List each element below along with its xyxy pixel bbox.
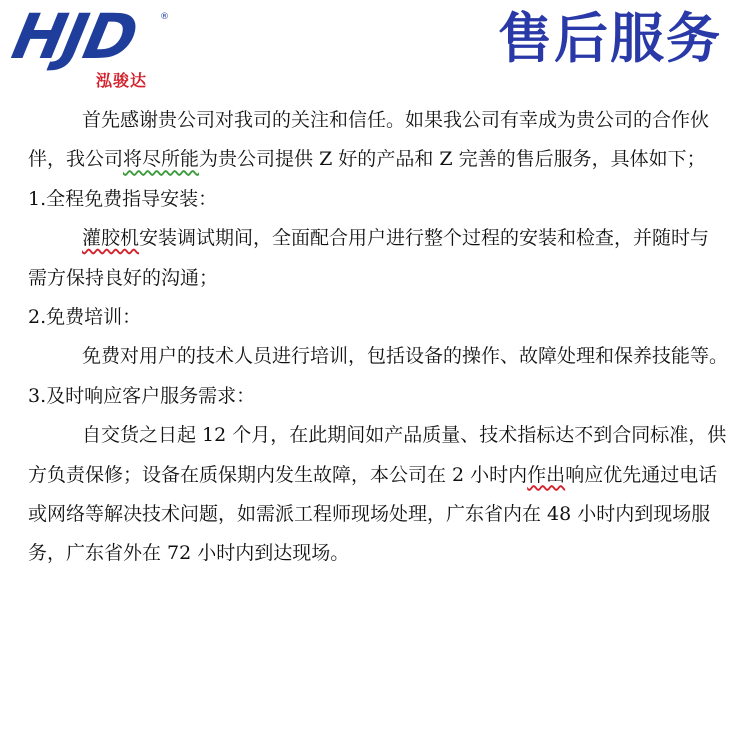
intro-underlined: 将尽所能 [123,148,200,171]
intro-text-1: 首先感谢贵公司对我司的关注和信任。如果我公司有幸成为贵公司的合作伙伴，我公司 [28,109,710,171]
company-logo [6,0,170,90]
section-3-heading: 3.及时响应客户服务需求： [28,384,256,407]
intro-paragraph [28,101,728,180]
section-2-body: 免费对用户的技术人员进行培训，包括设备的操作、故障处理和保养技能等。 [82,345,729,368]
intro-text-2: 为贵公司提供 Z 好的产品和 Z 完善的售后服务，具体如下； [199,148,706,171]
section-2-heading: 2.免费培训： [28,306,142,329]
page-title: 售后服务 [498,7,722,70]
section-3-text-2: 响应优先通过电话或网络等解决技术问题，如需派工程师现场处理，广东省内在 48 小时内到现场服务，广东省外在 72 小时内到达现场。 [28,463,718,565]
logo-chinese-name: 泓骏达 [96,71,148,90]
document-body [28,101,728,574]
registered-mark: ® [160,12,169,22]
section-3-text-1: 自交货之日起 12 个月，在此期间如产品质量、技术指标达不到合同标准，供方负责保修；设备在质保期内发生故障，本公司在 2 小时内 [28,424,727,486]
section-3-body [28,416,728,574]
logo-brand-text: HJD [6,0,143,73]
section-1-underlined: 灌胶机 [82,227,140,250]
section-1-heading: 1.全程免费指导安装： [28,187,218,210]
section-3-underlined: 作出 [527,463,566,486]
section-1-text: 安装调试期间，全面配合用户进行整个过程的安装和检查，并随时与需方保持良好的沟通； [28,227,710,289]
section-1-body [28,219,728,298]
